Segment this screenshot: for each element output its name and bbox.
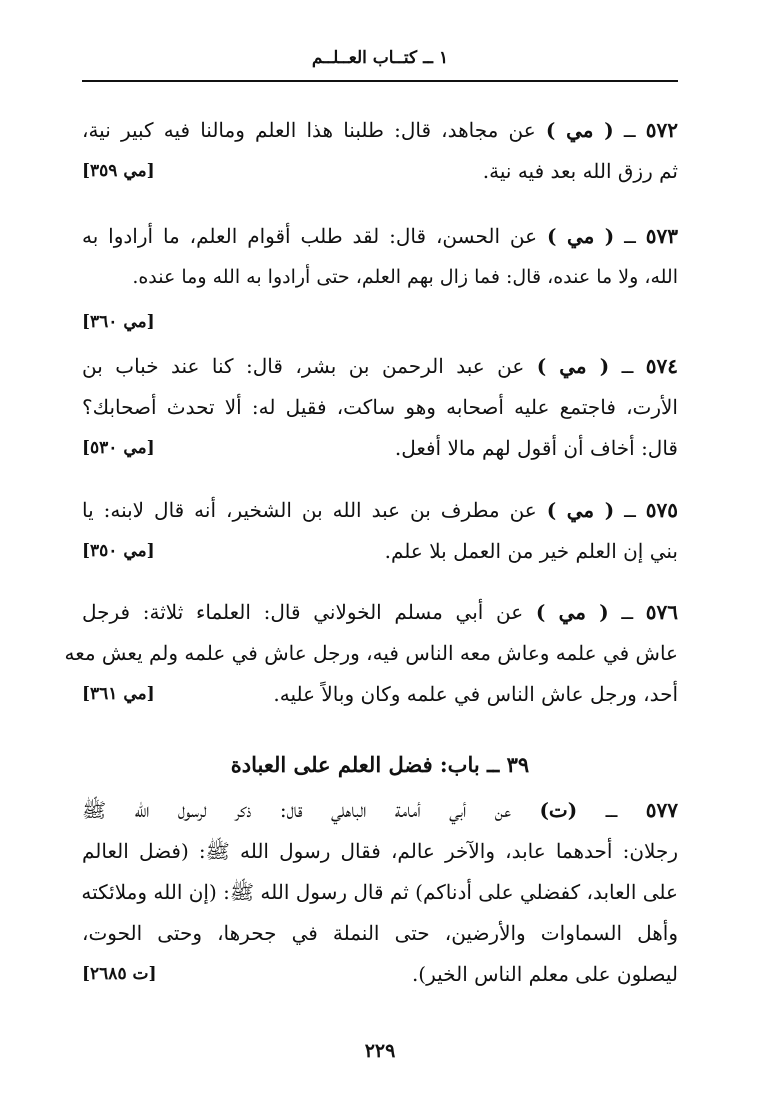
entry-line: ٥٧٤ ــ ( مي ) عن عبد الرحمن بن بشر، قال: كنا عند خباب بن	[82, 354, 678, 378]
reference: [مي ٣٥٠]	[82, 541, 155, 561]
hadith-entry-575	[82, 490, 678, 572]
source-code: (ت)	[539, 798, 578, 822]
entry-text: عن أبي أمامة الباهلي قال: ذكر لرسول الله ﷺ	[82, 798, 512, 822]
entry-line	[82, 531, 678, 572]
hadith-entry-572	[82, 110, 678, 192]
entry-text: ليصلون على معلم الناس الخير).	[411, 962, 678, 986]
entry-line	[82, 428, 678, 469]
source-code: ( مي )	[536, 354, 610, 378]
page-header: ١ ــ كتــاب العــلــم	[311, 48, 449, 68]
entry-text: الأرت، فاجتمع عليه أصحابه وهو ساكت، فقيل له: ألا تحدث أصحابك؟	[82, 395, 678, 419]
chapter-heading: ٣٩ ــ باب: فضل العلم على العبادة	[230, 752, 530, 777]
entry-line: ٥٧٧ ــ (ت) عن أبي أمامة الباهلي قال: ذكر لرسول الله ﷺ	[82, 798, 678, 822]
entry-text: عن مطرف بن عبد الله بن الشخير، أنه قال لابنه: يا	[82, 498, 537, 522]
entry-line	[82, 387, 678, 428]
hadith-entry-573	[82, 216, 678, 343]
entry-line	[82, 954, 678, 995]
entry-number: ٥٧٦	[645, 600, 679, 624]
entry-text: عاش في علمه وعاش معه الناس فيه، ورجل عاش في علمه ولم يعش معه	[64, 641, 678, 665]
reference: [مي ٣٦١]	[82, 684, 155, 704]
entry-number: ٥٧٢	[645, 118, 679, 142]
source-code: ( مي )	[546, 224, 615, 248]
entry-line	[82, 913, 678, 954]
entry-text: عن مجاهد، قال: طلبنا هذا العلم ومالنا فيه كبير نية،	[82, 118, 536, 142]
entry-line: ٥٧٦ ــ ( مي ) عن أبي مسلم الخولاني قال: العلماء ثلاثة: فرجل	[82, 600, 679, 624]
source-code: ( مي )	[546, 498, 615, 522]
hadith-entry-576	[64, 592, 679, 715]
entry-line	[82, 872, 678, 913]
reference: [مي ٥٣٠]	[82, 438, 155, 458]
page-number: ٢٢٩	[364, 1040, 396, 1062]
entry-text: أحد، ورجل عاش الناس في علمه وكان وبالاً عليه.	[273, 682, 678, 706]
entry-number: ٥٧٥	[645, 498, 679, 522]
entry-number: ٥٧٣	[645, 224, 679, 248]
reference: [مي ٣٦٠]	[82, 312, 155, 332]
entry-number: ٥٧٧	[645, 798, 678, 822]
entry-line	[82, 674, 678, 715]
entry-text: على العابد، كفضلي على أدناكم) ثم قال رسول الله ﷺ: (إن الله وملائكته	[81, 880, 678, 904]
entry-line: ٥٧٢ ــ ( مي ) عن مجاهد، قال: طلبنا هذا العلم ومالنا فيه كبير نية،	[82, 118, 679, 142]
header-rule	[82, 80, 678, 82]
entry-line: ٥٧٣ ــ ( مي ) عن الحسن، قال: لقد طلب أقوام العلم، ما أرادوا به	[82, 224, 679, 248]
entry-line	[82, 151, 678, 192]
entry-line	[82, 831, 678, 872]
source-code: ( مي )	[535, 600, 609, 624]
reference: [ت ٢٦٨٥]	[82, 964, 157, 984]
entry-line: ٥٧٥ ــ ( مي ) عن مطرف بن عبد الله بن الشخير، أنه قال لابنه: يا	[82, 498, 679, 522]
entry-text: وأهل السماوات والأرضين، حتى النملة في جحرها، وحتى الحوت،	[82, 921, 678, 945]
source-code: ( مي )	[545, 118, 614, 142]
hadith-entry-577	[82, 790, 678, 995]
reference: [مي ٣٥٩]	[82, 161, 155, 181]
entry-text: قال: أخاف أن أقول لهم مالا أفعل.	[394, 436, 678, 460]
entry-text: الله، ولا ما عنده، قال: فما زال بهم العلم، حتى أرادوا به الله وما عنده.	[132, 266, 678, 288]
entry-line	[82, 257, 678, 298]
entry-number: ٥٧٤	[645, 354, 678, 378]
entry-text: عن الحسن، قال: لقد طلب أقوام العلم، ما أرادوا به	[82, 224, 538, 248]
entry-text: ثم رزق الله بعد فيه نية.	[482, 159, 678, 183]
entry-text: رجلان: أحدهما عابد، والآخر عالم، فقال رسول الله ﷺ: (فضل العالم	[82, 839, 678, 863]
entry-text: عن عبد الرحمن بن بشر، قال: كنا عند خباب بن	[82, 354, 525, 378]
hadith-entry-574	[82, 346, 678, 469]
entry-text: بني إن العلم خير من العمل بلا علم.	[384, 539, 678, 563]
entry-text: عن أبي مسلم الخولاني قال: العلماء ثلاثة: فرجل	[82, 600, 524, 624]
entry-line	[64, 633, 678, 674]
